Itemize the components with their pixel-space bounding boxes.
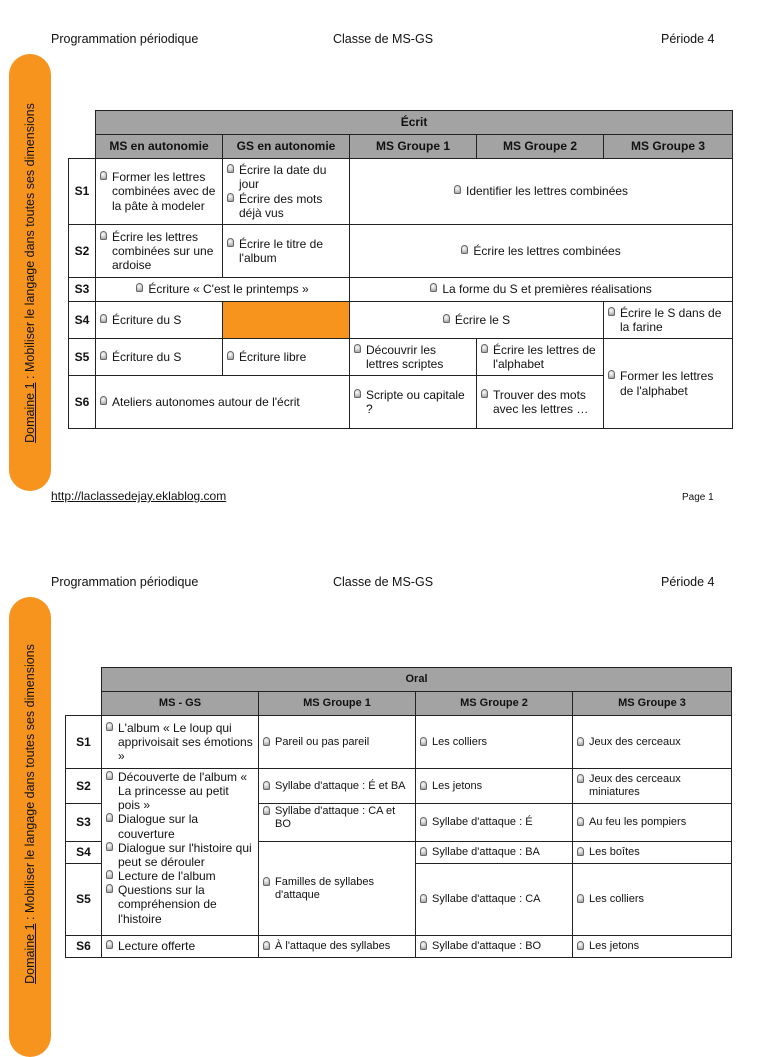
column-header: MS Groupe 1 <box>350 135 477 159</box>
activity-text: Les jetons <box>432 779 483 792</box>
table-cell <box>259 842 416 936</box>
domain-label: Domaine 1 <box>23 923 37 984</box>
table-cell <box>259 769 416 804</box>
corner-cell <box>69 135 96 159</box>
row-label: S1 <box>66 716 102 769</box>
row-label: S2 <box>69 225 96 278</box>
bullet-icon <box>106 771 113 780</box>
activity-text: Trouver des mots avec les lettres … <box>493 387 589 416</box>
bullet-icon <box>608 307 615 316</box>
table-cell <box>96 225 223 278</box>
table-cell <box>223 339 350 376</box>
activity-text: Identifier les lettres combinées <box>465 184 629 199</box>
activity-text: Ateliers autonomes autour de l'écrit <box>112 394 300 409</box>
bullet-icon <box>430 283 437 292</box>
activity-text: Dialogue sur l'histoire qui peut se dérouler <box>118 840 252 869</box>
bullet-icon <box>263 941 270 950</box>
corner-cell <box>66 692 102 716</box>
bullet-icon <box>354 344 361 353</box>
table-cell <box>96 339 223 376</box>
table-cell <box>604 302 733 339</box>
bullet-icon <box>577 737 584 746</box>
bullet-icon <box>227 164 234 173</box>
page1-header-right: Période 4 <box>661 32 715 46</box>
row-label: S5 <box>66 864 102 936</box>
bullet-icon <box>106 722 113 731</box>
page2-domain-tab <box>9 597 51 1057</box>
bullet-icon <box>481 344 488 353</box>
bullet-icon <box>106 813 113 822</box>
bullet-icon <box>608 370 615 379</box>
table-cell <box>350 302 604 339</box>
bullet-icon <box>454 185 461 194</box>
bullet-icon <box>100 231 107 240</box>
activity-text: Pareil ou pas pareil <box>275 735 370 748</box>
bullet-icon <box>420 817 427 826</box>
column-header: MS Groupe 1 <box>259 692 416 716</box>
row-label: S1 <box>69 159 96 225</box>
activity-text: Syllabe d'attaque : BO <box>432 940 542 953</box>
bullet-icon <box>577 817 584 826</box>
activity-text: Les jetons <box>589 940 640 953</box>
activity-text: Écrire la date du jour <box>239 163 327 192</box>
blog-link[interactable]: http://laclassedejay.eklablog.com <box>51 489 227 503</box>
row-label: S3 <box>69 278 96 302</box>
page-number: Page 1 <box>682 492 714 503</box>
table-cell <box>604 339 733 429</box>
activity-text: L'album « Le loup qui apprivoisait ses émotions » <box>118 720 253 764</box>
bullet-icon <box>263 877 270 886</box>
page2-header-right: Période 4 <box>661 575 715 589</box>
column-header: MS Groupe 2 <box>416 692 573 716</box>
table-cell <box>573 804 732 842</box>
activity-text: Lecture offerte <box>118 939 196 954</box>
activity-text: Écriture du S <box>112 312 182 327</box>
oral-table <box>65 667 732 958</box>
table-cell <box>416 864 573 936</box>
bullet-icon <box>420 737 427 746</box>
table-cell <box>573 864 732 936</box>
bullet-icon <box>420 781 427 790</box>
bullet-icon <box>136 283 143 292</box>
bullet-icon <box>106 940 113 949</box>
table-cell <box>573 769 732 804</box>
domain-label: Domaine 1 <box>23 381 37 443</box>
table-cell <box>96 159 223 225</box>
bullet-icon <box>227 193 234 202</box>
page1-header-center: Classe de MS-GS <box>333 32 434 46</box>
activity-text: Au feu les pompiers <box>589 816 687 829</box>
activity-text: Les boîtes <box>589 846 640 859</box>
bullet-icon <box>263 781 270 790</box>
bullet-icon <box>420 894 427 903</box>
table-cell <box>573 936 732 958</box>
page1-domain-tab <box>9 54 51 491</box>
activity-text: Les colliers <box>432 735 488 748</box>
table-title: Écrit <box>96 111 733 135</box>
activity-text: Écrire le titre de l'album <box>239 236 324 265</box>
table-cell <box>102 769 259 936</box>
activity-text: Découverte de l'album « La princesse au petit pois » <box>118 770 248 813</box>
bullet-icon <box>106 842 113 851</box>
bullet-icon <box>577 774 584 783</box>
table-cell <box>350 376 477 429</box>
activity-text: Les colliers <box>589 893 645 906</box>
bullet-icon <box>461 245 468 254</box>
corner-cell <box>66 668 102 692</box>
bullet-icon <box>106 870 113 879</box>
activity-text: Questions sur la compréhension de l'histoire <box>118 883 217 926</box>
column-header: MS Groupe 3 <box>573 692 732 716</box>
domain-description: : Mobiliser le langage dans toutes ses dimensions <box>23 102 37 382</box>
activity-text: Familles de syllabes d'attaque <box>275 875 375 901</box>
bullet-icon <box>227 238 234 247</box>
row-label: S6 <box>69 376 96 429</box>
column-header: MS en autonomie <box>96 135 223 159</box>
table-cell <box>573 716 732 769</box>
highlighted-empty-cell <box>223 302 350 339</box>
table-title: Oral <box>102 668 732 692</box>
table-cell <box>416 936 573 958</box>
activity-text: Former les lettres combinées avec de la pâte à modeler <box>112 170 216 213</box>
row-label: S4 <box>69 302 96 339</box>
corner-cell <box>69 111 96 135</box>
table-cell <box>416 842 573 864</box>
bullet-icon <box>263 806 270 815</box>
activity-text: Écriture « C'est le printemps » <box>148 282 309 297</box>
table-cell <box>416 804 573 842</box>
activity-text: Écrire le S <box>454 312 511 327</box>
bullet-icon <box>227 351 234 360</box>
table-cell <box>477 339 604 376</box>
activity-text: Écrire les lettres combinées sur une ardoise <box>112 229 214 273</box>
activity-text: Former les lettres de l'alphabet <box>620 369 714 398</box>
activity-text: Syllabe d'attaque : CA et BO <box>275 805 396 830</box>
activity-text: Écriture du S <box>112 349 182 364</box>
row-label: S2 <box>66 769 102 804</box>
bullet-icon <box>354 389 361 398</box>
table-cell <box>259 804 416 842</box>
activity-text: La forme du S et premières réalisations <box>442 282 652 297</box>
page2-header-center: Classe de MS-GS <box>333 575 434 589</box>
bullet-icon <box>100 314 107 323</box>
row-label: S4 <box>66 842 102 864</box>
table-cell <box>102 716 259 769</box>
activity-text: Syllabe d'attaque : CA <box>432 893 541 906</box>
bullet-icon <box>481 389 488 398</box>
activity-text: Syllabe d'attaque : BA <box>432 846 540 859</box>
activity-text: Écrire les lettres combinées <box>473 243 621 258</box>
bullet-icon <box>420 847 427 856</box>
table-cell <box>96 302 223 339</box>
activity-text: Jeux des cerceaux miniatures <box>589 773 681 798</box>
table-cell <box>350 225 733 278</box>
bullet-icon <box>443 314 450 323</box>
activity-text: Découvrir les lettres scriptes <box>366 342 444 371</box>
table-cell <box>416 769 573 804</box>
bullet-icon <box>106 884 113 893</box>
table-cell <box>573 842 732 864</box>
table-cell <box>96 278 350 302</box>
page1-header-left: Programmation périodique <box>51 32 199 46</box>
bullet-icon <box>100 396 107 405</box>
table-cell <box>259 936 416 958</box>
domain-description: : Mobiliser le langage dans toutes ses dimensions <box>23 644 37 924</box>
table-cell <box>350 339 477 376</box>
bullet-icon <box>577 941 584 950</box>
table-cell <box>223 225 350 278</box>
column-header: MS - GS <box>102 692 259 716</box>
bullet-icon <box>577 847 584 856</box>
activity-text: Dialogue sur la couverture <box>118 812 199 841</box>
bullet-icon <box>263 737 270 746</box>
table-cell <box>350 278 733 302</box>
table-cell <box>350 159 733 225</box>
bullet-icon <box>420 941 427 950</box>
activity-text: Écrire les lettres de l'alphabet <box>493 342 596 371</box>
activity-text: À l'attaque des syllabes <box>275 940 391 953</box>
column-header: GS en autonomie <box>223 135 350 159</box>
row-label: S3 <box>66 804 102 842</box>
table-cell <box>96 376 350 429</box>
activity-text: Syllabe d'attaque : É et BA <box>275 779 406 792</box>
activity-text: Scripte ou capitale ? <box>366 387 465 416</box>
column-header: MS Groupe 2 <box>477 135 604 159</box>
activity-text: Écriture libre <box>239 349 307 364</box>
table-cell <box>259 716 416 769</box>
bullet-icon <box>100 171 107 180</box>
activity-text: Écrire des mots déjà vus <box>239 191 323 220</box>
table-cell <box>102 936 259 958</box>
ecrit-table <box>68 110 733 429</box>
table-cell <box>477 376 604 429</box>
row-label: S5 <box>69 339 96 376</box>
activity-text: Écrire le S dans de la farine <box>620 305 722 334</box>
bullet-icon <box>100 351 107 360</box>
table-cell <box>416 716 573 769</box>
table-cell <box>223 159 350 225</box>
column-header: MS Groupe 3 <box>604 135 733 159</box>
activity-text: Lecture de l'album <box>118 869 216 884</box>
bullet-icon <box>577 894 584 903</box>
row-label: S6 <box>66 936 102 958</box>
page2-header-left: Programmation périodique <box>51 575 199 589</box>
activity-text: Jeux des cerceaux <box>589 735 681 748</box>
activity-text: Syllabe d'attaque : É <box>432 816 533 829</box>
